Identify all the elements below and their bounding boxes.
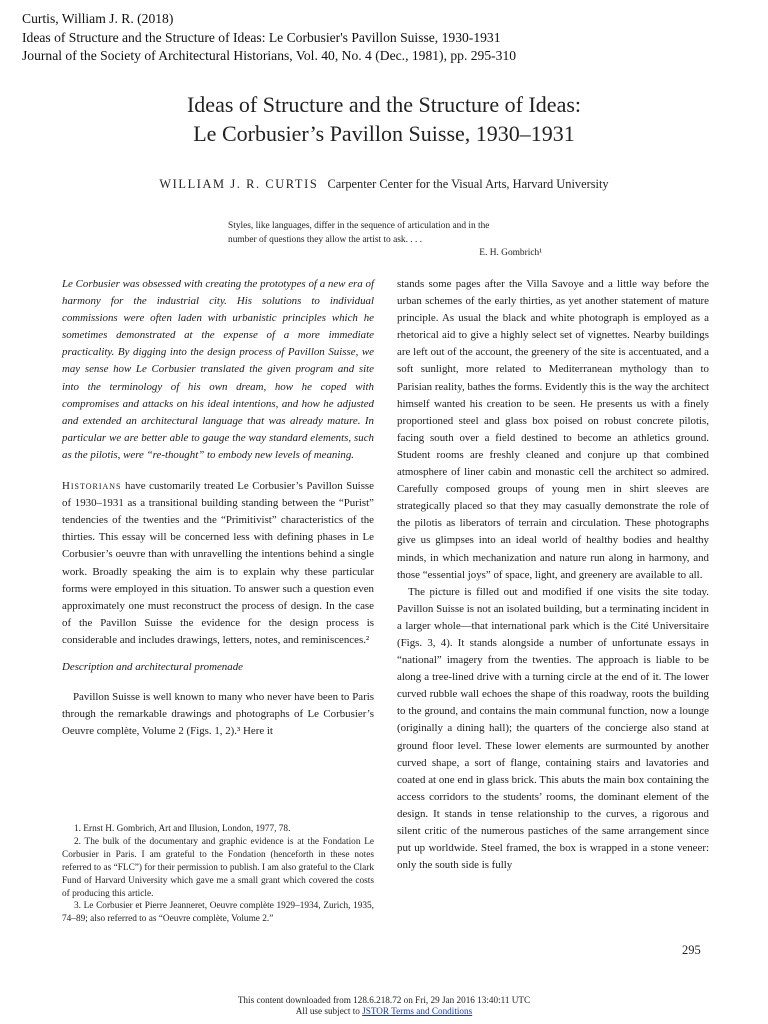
download-footer <box>0 995 768 1017</box>
author-name: WILLIAM J. R. CURTIS <box>159 177 319 191</box>
byline <box>0 177 768 192</box>
section-paragraph: Pavillon Suisse is well known to many who never have been to Paris through the remarkable drawings and photographs of Le Corbusier’s Oeuvre complète, Volume 2 (Figs. 1, 2).³ Here it <box>62 691 374 738</box>
terms-prefix: All use subject to <box>295 1006 363 1016</box>
intro-lead-word: Historians <box>62 480 122 493</box>
section-heading: Description and architectural promenade <box>62 660 243 673</box>
body-paragraph-2: The picture is filled out and modified if one visits the site today. Pavillon Suisse is not an isolated building, but a terminating incident in a larger whole—that international park which is the Cité Universitaire (Figs. 3, 4). It stands alongside a number of unfortunate essays in “national” imagery from the twenties. The approach is liable to be along a tree-lined drive with a turning circle at the end of it. The lower curved rubble wall echoes the shape of this roadway, roots the building to the ground, and contains the main communal function, now a lounge (originally a dining hall); the quarters of the concierge also stand at ground floor level. These lower elements are surmounted by another curved shape, a sort of flange, containing stairs and lavatories and coated at one end in glass brick. This abuts the main box containing the access corridors to the students’ rooms, the dominant element of the design. It stands in tense relationship to the curves, a rigorous and silent critic of the numerous pastiches of the same arrangement since put up worldwide. Steel framed, the box is wrapped in a stone veneer: only the south side is fully <box>397 585 709 872</box>
body-paragraph-1: stands some pages after the Villa Savoye and a little way before the urban schemes of the early thirties, as yet another statement of mature principle. As usual the black and white photograph is employed as a rhetorical aid to give a highly select set of vignettes. Nearby buildings are left out of the account, the greenery of the site is accentuated, and a soft sunlight, more related to Mediterranean mythology than to Parisian reality, bathes the forms. Evidently this is the way the architect himself wanted his creation to be seen. He presents us with a finely proportioned steel and glass box poised on robust concrete pilotis, facing south over a field destined to become an athletics ground. Student rooms are freshly cleaned and conjure up that combined atmosphere of liner cabin and monastic cell the architect so admired. Carefully composed groups of young men in shirt sleeves are strategically placed so that they may casually demonstrate the role of the pilotis as liberators of terrain and circulation. These photographs give us glimpses into an ideal world of healthy bodies and healthy minds, in which mechanization and nature run along in harmony, and those “essential joys” of space, light, and greenery are available to all. <box>397 278 709 581</box>
page-number: 295 <box>682 943 701 957</box>
author-affiliation: Carpenter Center for the Visual Arts, Harvard University <box>327 177 609 191</box>
footnote-1: 1. Ernst H. Gombrich, Art and Illusion, London, 1977, 78. <box>74 824 291 834</box>
intro-paragraph <box>62 478 374 649</box>
epigraph <box>228 220 542 261</box>
footnote-3: 3. Le Corbusier et Pierre Jeanneret, Oeuvre complète 1929–1934, Zurich, 1935, 74–89; also referred to as “Oeuvre complète, Volume 2.” <box>62 901 374 925</box>
citation-author-year: Curtis, William J. R. (2018) <box>22 11 174 26</box>
epigraph-attribution: E. H. Gombrich¹ <box>479 248 542 259</box>
terms-line <box>0 1006 768 1017</box>
right-column <box>397 276 709 874</box>
citation-header <box>22 10 752 66</box>
intro-paragraph-text: have customarily treated Le Corbusier’s Pavillon Suisse of 1930–1931 as a transitional building standing between the “Purist” tendencies of the twenties and the “Primitivist” characteristics of the thirties. This essay will be concerned less with defining phases in Le Corbusier’s oeuvre than with unravelling the intentions behind a single work. Broadly speaking the aim is to explain why these particular forms were employed in this situation. To answer such a question even approximately one must reconstruct the process of design. In the case of the Pavillon Suisse the evidence for the design process is considerable and includes drawings, letters, notes, and reminiscences.² <box>62 480 374 646</box>
footnotes <box>62 823 374 926</box>
footnote-2: 2. The bulk of the documentary and graphic evidence is at the Fondation Le Corbusier in Paris. I am grateful to the Fondation (henceforth in these notes referred to as “FLC”) for their permission to publish. I am also grateful to the Clark Fund of Harvard University which gave me a small grant which covered the costs of producing this article. <box>62 836 374 899</box>
jstor-terms-link[interactable]: JSTOR Terms and Conditions <box>362 1006 473 1016</box>
article-title-line-1: Ideas of Structure and the Structure of Ideas: <box>186 92 582 117</box>
citation-journal: Journal of the Society of Architectural Historians, Vol. 40, No. 4 (Dec., 1981), pp. 295-310 <box>22 48 517 63</box>
article-title-line-2: Le Corbusier’s Pavillon Suisse, 1930–1931 <box>193 121 575 146</box>
download-notice: This content downloaded from 128.6.218.72 on Fri, 29 Jan 2016 13:40:11 UTC <box>237 995 531 1005</box>
abstract: Le Corbusier was obsessed with creating the prototypes of a new era of harmony for the industrial city. His solutions to individual commissions were often laden with urbanistic principles which he sometimes demonstrated at the expense of a more immediate practicality. By digging into the design process of Pavillon Suisse, we may sense how Le Corbusier translated the given program and site into the terminology of his own dream, how he coped with compromises and attacks on his ideal intentions, and how he adjusted and extended an architectural language that was already mature. In particular we are better able to gauge the way standard elements, such as the pilotis, were “re-thought” to embody new levels of meaning. <box>62 278 374 461</box>
epigraph-line-1: Styles, like languages, differ in the sequence of articulation and in the <box>228 221 490 231</box>
citation-article-title: Ideas of Structure and the Structure of Ideas: Le Corbusier's Pavillon Suisse, 1930-1931 <box>22 29 501 45</box>
epigraph-line-2: number of questions they allow the artist to ask. . . . <box>228 234 422 245</box>
article-title <box>0 90 768 148</box>
left-column <box>62 276 374 740</box>
